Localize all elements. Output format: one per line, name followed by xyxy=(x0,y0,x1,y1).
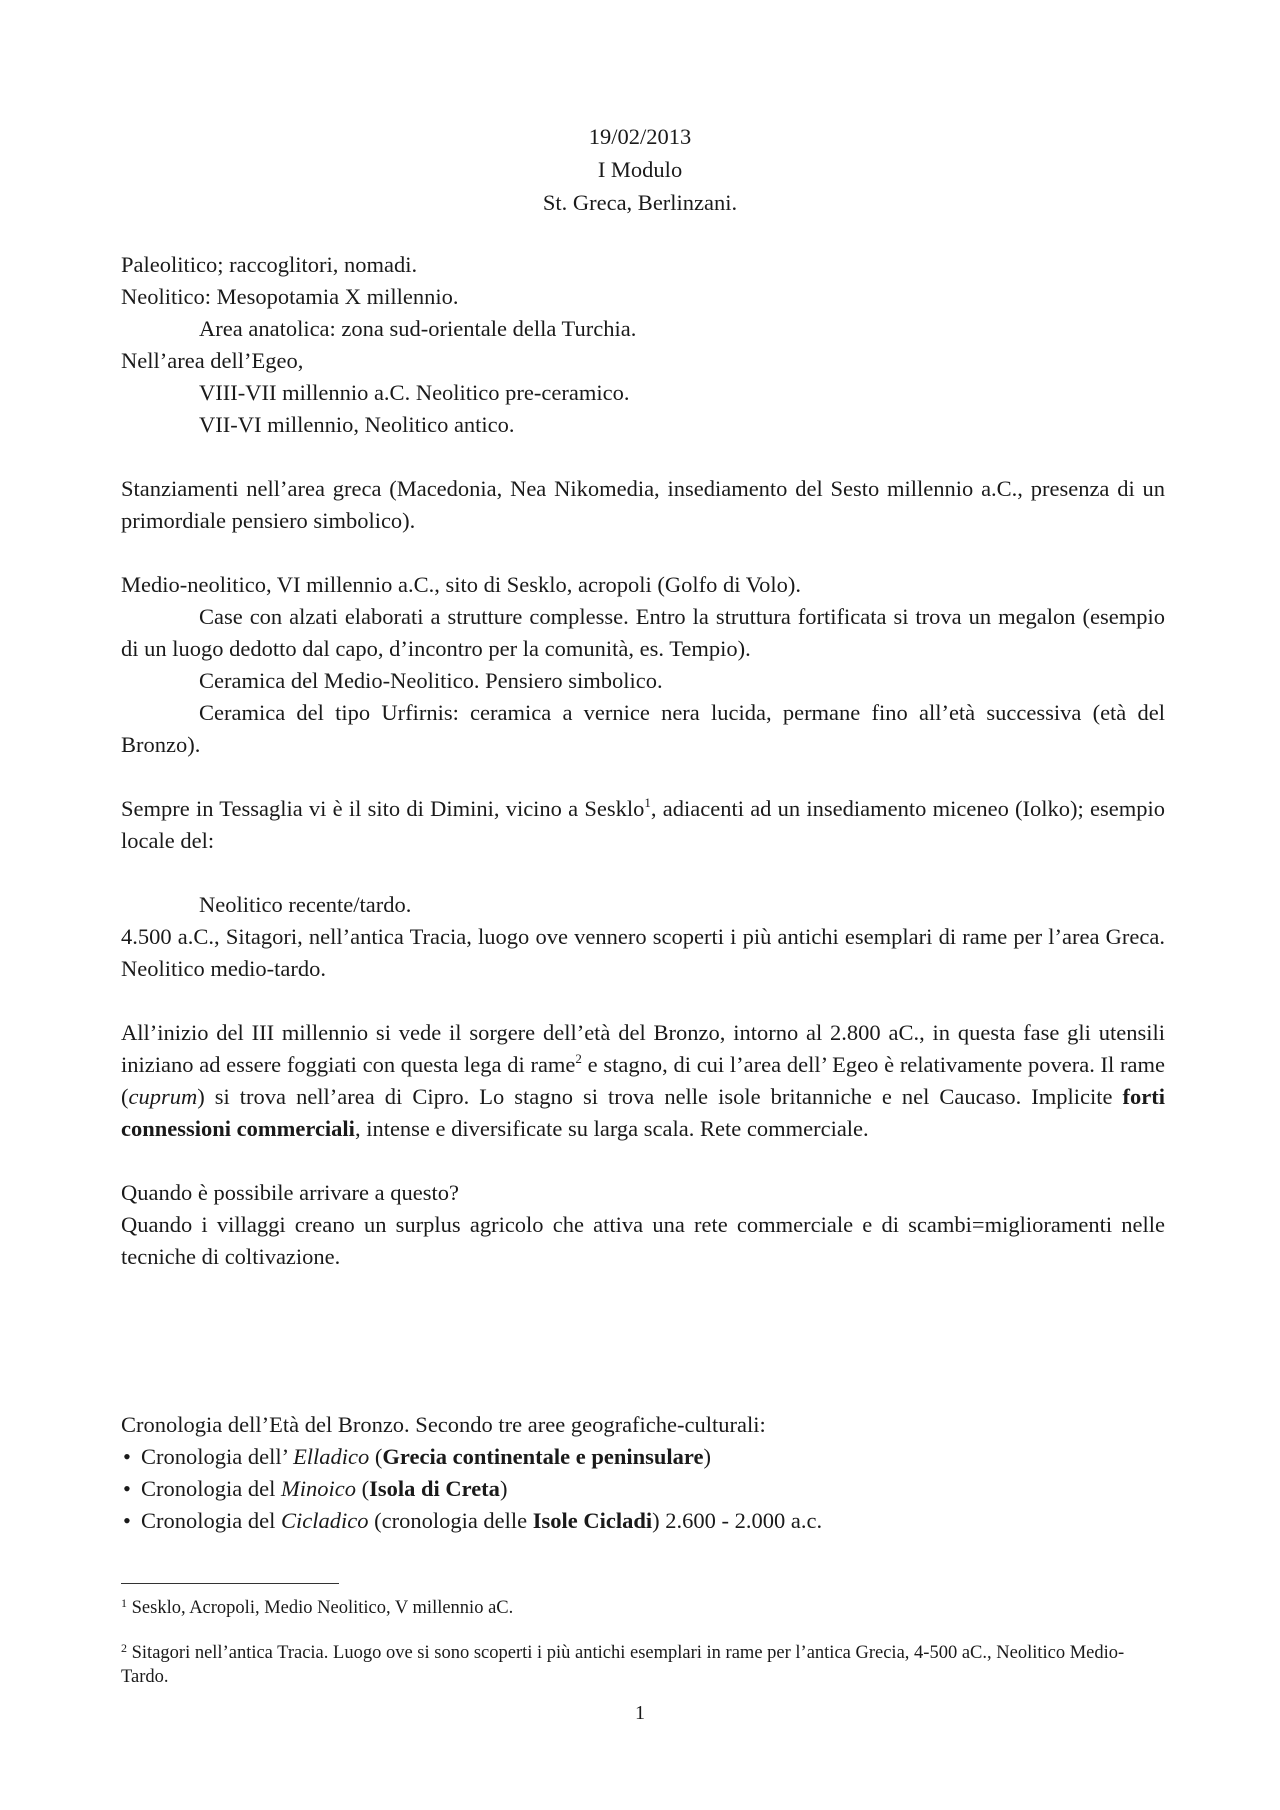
intro-line-antico: VII-VI millennio, Neolitico antico. xyxy=(199,412,515,437)
header-course: St. Greca, Berlinzani. xyxy=(542,190,738,215)
list-item-cicladico: • Cronologia del Cicladico (cronologia delle Isole Cicladi) 2.600 - 2.000 a.c. xyxy=(121,1505,1165,1537)
paragraph-stanziamenti: Stanziamenti nell’area greca (Macedonia, Nea Nikomedia, insediamento del Sesto millennio a.C., presenza di un primordiale pensiero simbolico). xyxy=(121,476,1165,533)
intro-line-preceramico: VIII-VII millennio a.C. Neolitico pre-ceramico. xyxy=(199,380,630,405)
list-item-elladico: • Cronologia dell’ Elladico (Grecia continentale e peninsulare) xyxy=(121,1441,1165,1473)
paragraph-ceramica-urfirnis: Ceramica del tipo Urfirnis: ceramica a vernice nera lucida, permane fino all’età successiva (età del Bronzo). xyxy=(121,700,1165,757)
paragraph-ceramica-medio: Ceramica del Medio-Neolitico. Pensiero simbolico. xyxy=(199,668,663,693)
paragraph-case: Case con alzati elaborati a strutture complesse. Entro la struttura fortificata si trova un megalon (esempio di un luogo dedotto dal capo, d’incontro per la comunità, es. Tempio). xyxy=(121,604,1165,661)
list-item-minoico: • Cronologia del Minoico (Isola di Creta) xyxy=(121,1473,1165,1505)
footnote-1: $^1$ Sesklo, Acropoli, Medio Neolitico, V millennio aC. xyxy=(121,1596,514,1618)
paragraph-sitagori: 4.500 a.C., Sitagori, nell’antica Tracia, luogo ove vennero scoperti i più antichi esemplari di rame per l’area Greca. Neolitico medio-tardo. xyxy=(121,924,1165,981)
question-quando: Quando è possibile arrivare a questo? xyxy=(121,1180,460,1205)
footnote-ref-1[interactable]: 1 xyxy=(644,795,651,810)
medio-neolitico-title: Medio-neolitico, VI millennio a.C., sito di Sesklo, acropoli (Golfo di Volo). xyxy=(121,572,801,597)
footnote-separator xyxy=(121,1583,339,1584)
page-number: 1 xyxy=(635,1702,645,1724)
intro-line-anatolica: Area anatolica: zona sud-orientale della Turchia. xyxy=(199,316,637,341)
cronologia-list xyxy=(121,1441,1165,1537)
document-header xyxy=(0,120,1280,219)
emphasis-connessioni: forti connessioni commerciali xyxy=(121,1084,1165,1141)
answer-quando: Quando i villaggi creano un surplus agricolo che attiva una rete commerciale e di scambi=miglioramenti nelle tecniche di coltivazione. xyxy=(121,1212,1165,1269)
header-date: 19/02/2013 xyxy=(588,124,692,149)
paragraph-bronzo: All’inizio del III millennio si vede il sorgere dell’età del Bronzo, intorno al 2.800 aC., in questa fase gli utensili iniziano ad essere foggiati con questa lega di rame$^2$ e stagno, di cui l’area dell’ Egeo è relativamente povera. Il rame (cuprum) si trova nell’area di Cipro. Lo stagno si trova nelle isole britanniche e nel Caucaso. Implicite forti connessioni commerciali, intense e diversificate su larga scala. Rete commerciale. xyxy=(121,1020,1165,1141)
paragraph-tessaglia: Sempre in Tessaglia vi è il sito di Dimini, vicino a Sesklo$^1$, adiacenti ad un insediamento miceneo (Iolko); esempio locale del: xyxy=(121,795,1165,853)
cronologia-section xyxy=(121,1409,1165,1537)
neolitico-recente-title: Neolitico recente/tardo. xyxy=(199,892,412,917)
intro-line-egeo: Nell’area dell’Egeo, xyxy=(121,348,304,373)
cronologia-intro: Cronologia dell’Età del Bronzo. Secondo tre aree geografiche-culturali: xyxy=(121,1412,766,1437)
intro-line-paleolitico: Paleolitico; raccoglitori, nomadi. xyxy=(121,252,418,277)
footnote-ref-2[interactable]: 2 xyxy=(575,1051,582,1066)
footnote-2: $^2$ Sitagori nell’antica Tracia. Luogo ove si sono scoperti i più antichi esemplari in rame per l’antica Grecia, 4-500 aC., Neolitico Medio-Tardo. xyxy=(121,1641,1125,1687)
document-body xyxy=(121,249,1165,1273)
header-module: I Modulo xyxy=(597,157,683,182)
intro-line-neolitico: Neolitico: Mesopotamia X millennio. xyxy=(121,284,459,309)
